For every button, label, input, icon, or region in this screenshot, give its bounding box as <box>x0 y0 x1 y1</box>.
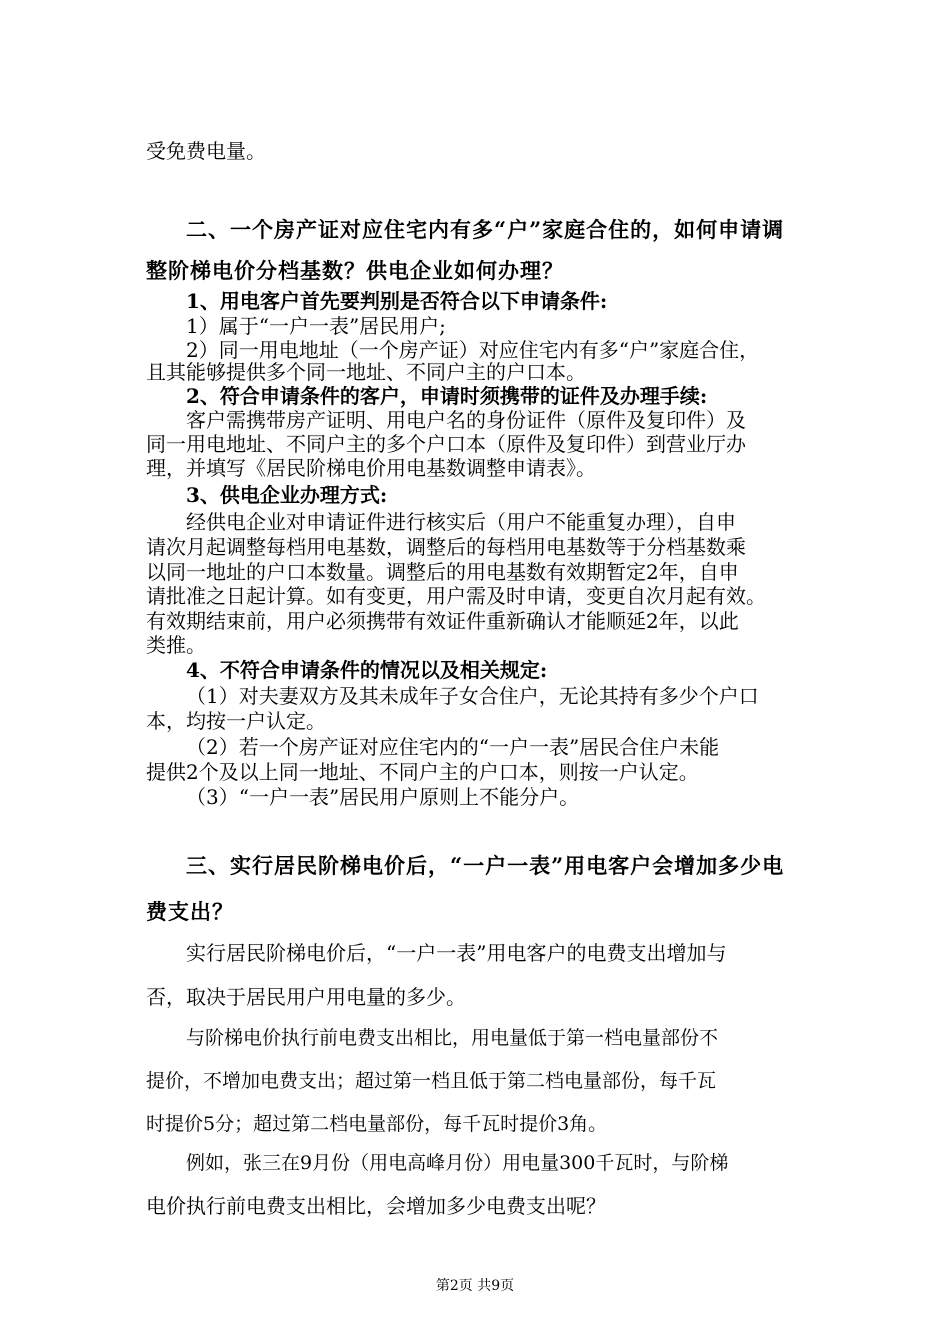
paragraph-line: 经供电企业对申请证件进行核实后（用户不能重复办理），自申 <box>186 510 736 534</box>
subheading-line: 3、供电企业办理方式: <box>186 483 388 507</box>
section-heading-line: 三、实行居民阶梯电价后，“一户一表”用电客户会增加多少电 <box>186 853 785 878</box>
paragraph-line: 且其能够提供多个同一地址、不同户主的户口本。 <box>146 360 586 384</box>
paragraph-line: 1）属于“一户一表”居民用户; <box>186 314 446 338</box>
section-heading-line: 二、一个房产证对应住宅内有多“户”家庭合住的，如何申请调 <box>186 217 785 242</box>
paragraph-line: 以同一地址的户口本数量。调整后的用电基数有效期暂定2年，自申 <box>146 560 739 584</box>
page-number-footer: 第2页 共9页 <box>435 1278 515 1294</box>
paragraph-line: （2）若一个房产证对应住宅内的“一户一表”居民合住户未能 <box>186 735 720 759</box>
paragraph-line: 实行居民阶梯电价后，“一户一表”用电客户的电费支出增加与 <box>186 941 727 965</box>
paragraph-line: 理，并填写《居民阶梯电价用电基数调整申请表》。 <box>146 456 596 480</box>
paragraph-line: 请批准之日起计算。如有变更，用户需及时申请，变更自次月起有效。 <box>146 584 766 608</box>
paragraph-line: 2）同一用电地址（一个房产证）对应住宅内有多“户”家庭合住， <box>186 338 760 362</box>
paragraph-line: 否，取决于居民用户用电量的多少。 <box>146 985 466 1009</box>
paragraph-line: 受免费电量。 <box>146 139 266 163</box>
section-heading-line: 费支出？ <box>146 899 234 924</box>
subheading-line: 4、不符合申请条件的情况以及相关规定: <box>186 658 548 682</box>
paragraph-line: 同一用电地址、不同户主的多个户口本（原件及复印件）到营业厅办 <box>146 432 746 456</box>
paragraph-line: 有效期结束前，用户必须携带有效证件重新确认才能顺延2年，以此 <box>146 609 739 633</box>
section-heading-line: 整阶梯电价分档基数？供电企业如何办理？ <box>146 258 564 283</box>
paragraph-line: （1）对夫妻双方及其未成年子女合住户，无论其持有多少个户口 <box>186 684 759 708</box>
paragraph-line: 请次月起调整每档用电基数，调整后的每档用电基数等于分档基数乘 <box>146 535 746 559</box>
paragraph-line: 与阶梯电价执行前电费支出相比，用电量低于第一档电量部份不 <box>186 1027 719 1049</box>
subheading-line: 2、符合申请条件的客户，申请时须携带的证件及办理手续: <box>186 384 708 408</box>
paragraph-line: 提价，不增加电费支出；超过第一档且低于第二档电量部份，每千瓦 <box>146 1070 717 1092</box>
subheading-line: 1、用电客户首先要判别是否符合以下申请条件: <box>186 289 608 313</box>
paragraph-line: 提供2个及以上同一地址、不同户主的户口本，则按一户认定。 <box>146 760 699 784</box>
paragraph-line: 本，均按一户认定。 <box>146 709 326 733</box>
paragraph-line: 例如，张三在9月份（用电高峰月份）用电量300千瓦时，与阶梯 <box>186 1152 729 1174</box>
paragraph-line: 时提价5分；超过第二档电量部份，每千瓦时提价3角。 <box>146 1113 608 1135</box>
paragraph-line: （3）“一户一表”居民用户原则上不能分户。 <box>186 785 580 809</box>
paragraph-line: 客户需携带房产证明、用电户名的身份证件（原件及复印件）及 <box>186 408 746 432</box>
paragraph-line: 类推。 <box>146 633 206 657</box>
paragraph-line: 电价执行前电费支出相比，会增加多少电费支出呢？ <box>146 1194 606 1218</box>
